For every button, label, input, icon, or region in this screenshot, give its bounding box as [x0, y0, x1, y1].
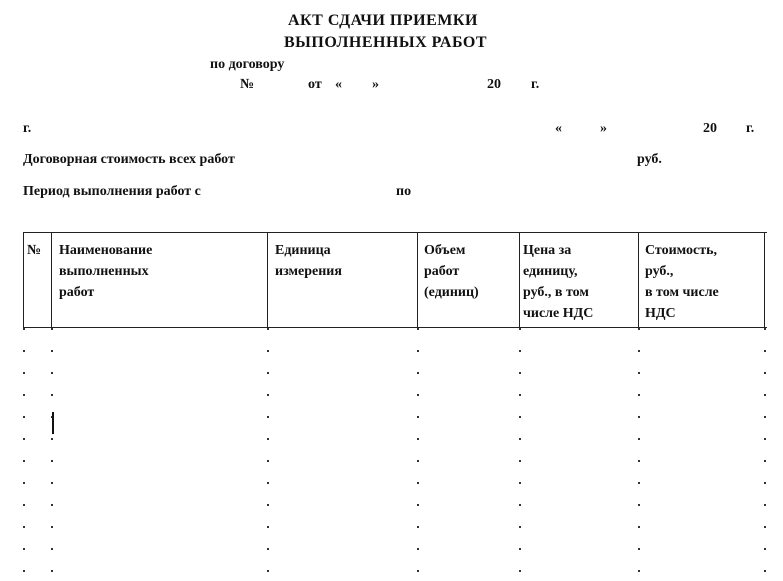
table-col-divider: [23, 232, 24, 328]
table-top-border: [23, 232, 767, 233]
table-header-work-name: Наименование выполненных работ: [59, 243, 153, 300]
table-col-divider: [519, 232, 520, 328]
text-cursor: [52, 412, 54, 434]
table-header-number: №: [27, 243, 42, 258]
contract-number-sign: №: [240, 77, 255, 92]
table-dotted-divider: [267, 328, 269, 581]
table-header-unit-price: Цена за единицу, руб., в том числе НДС: [523, 243, 594, 321]
table-dotted-divider: [51, 328, 53, 581]
contract-cost-label: Договорная стоимость всех работ: [23, 152, 235, 167]
table-dotted-divider: [638, 328, 640, 581]
contract-year-prefix: 20: [487, 77, 501, 92]
document-title-line1: АКТ СДАЧИ ПРИЕМКИ: [288, 12, 478, 29]
table-col-divider: [417, 232, 418, 328]
table-dotted-divider: [417, 328, 419, 581]
table-header-unit: Единица измерения: [275, 243, 342, 279]
contract-from-label: от: [308, 77, 322, 92]
table-dotted-divider: [23, 328, 25, 581]
contract-close-quote: »: [372, 77, 379, 92]
date-year-prefix: 20: [703, 121, 717, 136]
document-title-line2: ВЫПОЛНЕННЫХ РАБОТ: [284, 34, 488, 51]
contract-cost-unit: руб.: [637, 152, 662, 167]
date-year-suffix: г.: [746, 121, 755, 136]
table-dotted-divider: [764, 328, 766, 581]
work-period-to-label: по: [396, 184, 412, 199]
contract-year-suffix: г.: [531, 77, 540, 92]
table-header-total-cost: Стоимость, руб., в том числе НДС: [645, 243, 719, 321]
contract-open-quote: «: [335, 77, 342, 92]
city-label: г.: [23, 121, 32, 136]
table-col-divider: [638, 232, 639, 328]
works-table: [23, 232, 767, 581]
work-period-label: Период выполнения работ с: [23, 184, 201, 199]
table-header-volume: Объем работ (единиц): [424, 243, 479, 300]
table-col-divider: [267, 232, 268, 328]
date-close-quote: »: [600, 121, 607, 136]
date-open-quote: «: [555, 121, 562, 136]
table-dotted-divider: [519, 328, 521, 581]
table-col-divider: [51, 232, 52, 328]
table-header-bottom-border: [23, 327, 767, 328]
table-col-divider: [764, 232, 765, 328]
contract-label: по договору: [210, 57, 285, 72]
